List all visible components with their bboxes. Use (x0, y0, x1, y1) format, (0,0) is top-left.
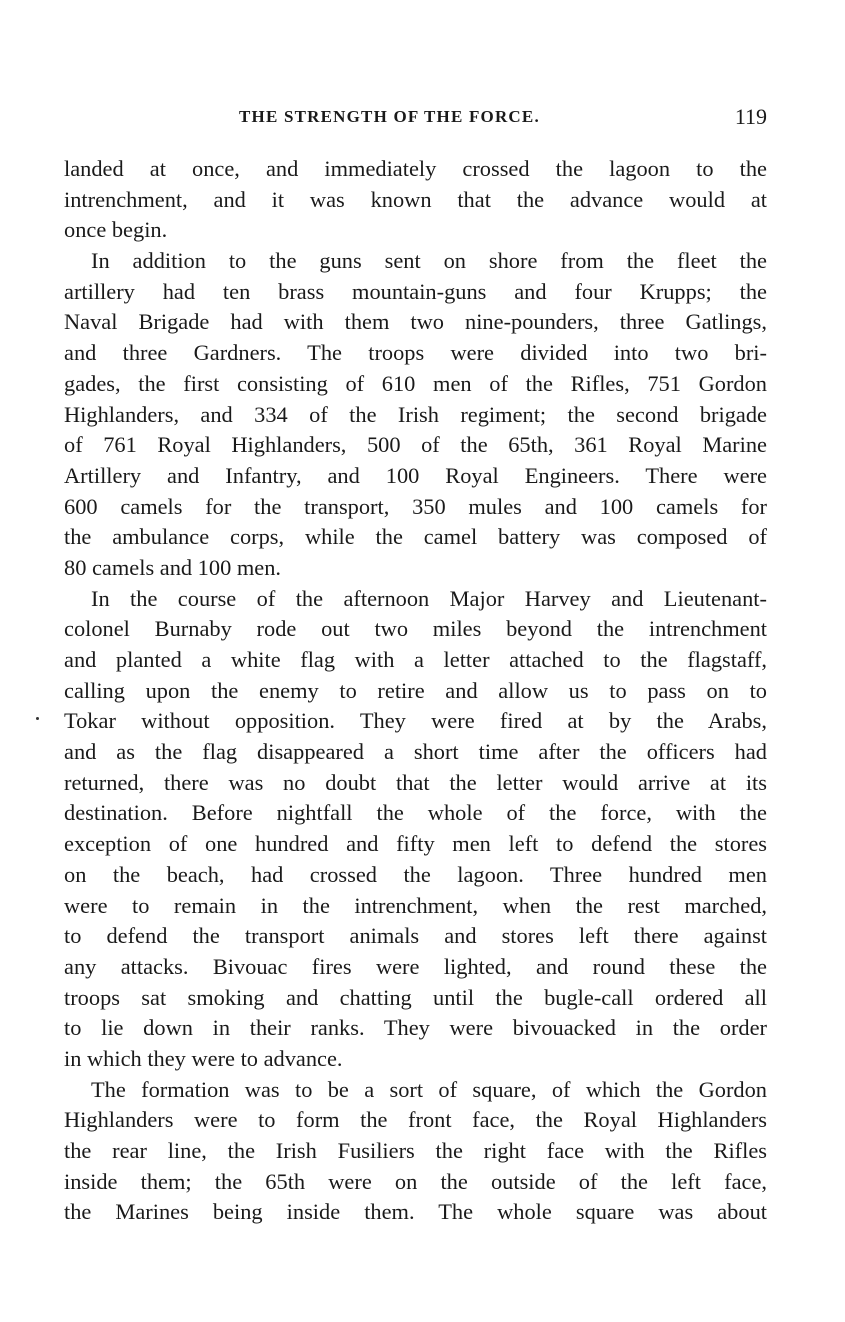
text-line: on the beach, had crossed the lagoon. Three hundred men (64, 861, 767, 887)
text-line: troops sat smoking and chatting until the bugle-call ordered all (64, 984, 767, 1010)
text-line: any attacks. Bivouac fires were lighted, and round these the (64, 953, 767, 979)
text-line: landed at once, and immediately crossed the lagoon to the (64, 156, 767, 181)
text-line: of 761 Royal Highlanders, 500 of the 65th, 361 Royal Marine (64, 432, 767, 458)
running-title: THE STRENGTH OF THE FORCE. (239, 107, 540, 126)
text-line: in which they were to advance. (64, 1045, 343, 1071)
text-line: artillery had ten brass mountain-guns and four Krupps; the (64, 278, 767, 304)
text-line: the rear line, the Irish Fusiliers the right face with the Rifles (64, 1138, 767, 1163)
body-text (64, 154, 767, 1228)
page-number: 119 (734, 104, 767, 129)
text-line: calling upon the enemy to retire and allow us to pass on to (64, 677, 767, 703)
text-line: to lie down in their ranks. They were bivouacked in the order (64, 1015, 767, 1041)
text-line: and three Gardners. The troops were divided into two bri- (64, 340, 767, 366)
text-line: and as the flag disappeared a short time after the officers had (64, 739, 767, 765)
text-line: exception of one hundred and fifty men left to defend the stores (64, 831, 767, 857)
stray-ink-mark (36, 717, 39, 720)
running-head (64, 104, 767, 134)
text-line: The formation was to be a sort of square, of which the Gordon (91, 1076, 767, 1102)
text-line: 600 camels for the transport, 350 mules and 100 camels for (64, 493, 767, 519)
text-line: the Marines being inside them. The whole square was about (64, 1199, 767, 1225)
text-line: Highlanders were to form the front face, the Royal Highlanders (64, 1107, 767, 1133)
text-line: colonel Burnaby rode out two miles beyond the intrenchment (64, 616, 767, 642)
text-line: destination. Before nightfall the whole of the force, with the (64, 800, 767, 826)
text-line: intrenchment, and it was known that the advance would at (64, 186, 767, 212)
text-line: gades, the first consisting of 610 men of the Rifles, 751 Gordon (64, 370, 767, 396)
text-line: Tokar without opposition. They were fired at by the Arabs, (64, 708, 767, 734)
text-line: returned, there was no doubt that the letter would arrive at its (64, 769, 767, 795)
text-line: and planted a white flag with a letter attached to the flagstaff, (64, 647, 767, 672)
text-line: to defend the transport animals and stores left there against (64, 923, 767, 949)
text-line: inside them; the 65th were on the outside of the left face, (64, 1168, 767, 1194)
text-line: Naval Brigade had with them two nine-pounders, three Gatlings, (64, 309, 767, 335)
text-line: In addition to the guns sent on shore from the fleet the (91, 248, 767, 274)
text-line: 80 camels and 100 men. (64, 554, 282, 580)
text-line: Highlanders, and 334 of the Irish regiment; the second brigade (64, 401, 767, 427)
text-line: the ambulance corps, while the camel battery was composed of (64, 524, 767, 550)
text-line: were to remain in the intrenchment, when the rest marched, (64, 892, 767, 918)
text-line: once begin. (64, 217, 168, 243)
text-line: Artillery and Infantry, and 100 Royal Engineers. There were (64, 462, 767, 488)
text-line: In the course of the afternoon Major Harvey and Lieutenant- (91, 585, 767, 611)
